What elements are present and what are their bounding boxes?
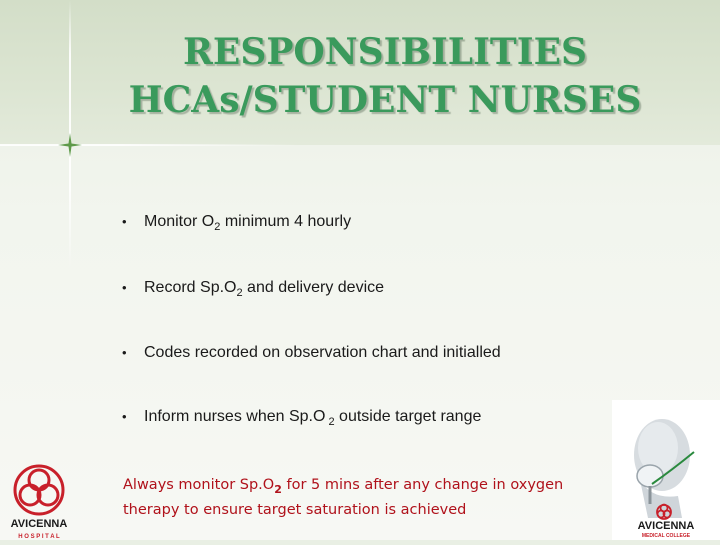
- logo-left-name: AVICENNA: [10, 518, 68, 530]
- oxygen-mask-image: [612, 400, 720, 540]
- avicenna-hospital-logo: [6, 462, 72, 540]
- decorative-horizontal-line: [0, 144, 300, 146]
- bullet-item-inform: • Inform nurses when Sp.O $_2$ outside target range: [122, 408, 482, 428]
- logo-right-name: AVICENNA: [637, 520, 695, 532]
- slide-title: [90, 28, 680, 124]
- bullet-item-codes: • Codes recorded on observation chart and initialled: [122, 344, 501, 361]
- logo-left-subtitle: H O S P I T A L: [18, 534, 60, 540]
- bullet-dot: •: [122, 280, 127, 295]
- bullet-dot: •: [122, 345, 127, 360]
- bullet-item-monitor: • Monitor $O_2$ minimum 4 hourly: [122, 213, 352, 233]
- bullet-dot: •: [122, 214, 127, 229]
- title-line-1: RESPONSIBILITIES: [182, 31, 587, 73]
- logo-right-subtitle: MEDICAL COLLEGE: [641, 533, 691, 539]
- monitoring-note: Always monitor $Sp.O_2$ for 5 mins after any change in oxygen therapy to ensure target saturation is achieved: [123, 477, 564, 518]
- bullet-item-record: • Record $Sp.O_2$ and delivery device: [122, 279, 385, 299]
- bullet-dot: •: [122, 409, 127, 424]
- title-line-2: HCAs/STUDENT NURSES: [128, 79, 642, 121]
- oxygen-mask-illustration: [612, 400, 720, 540]
- sparkle-icon: [58, 133, 82, 157]
